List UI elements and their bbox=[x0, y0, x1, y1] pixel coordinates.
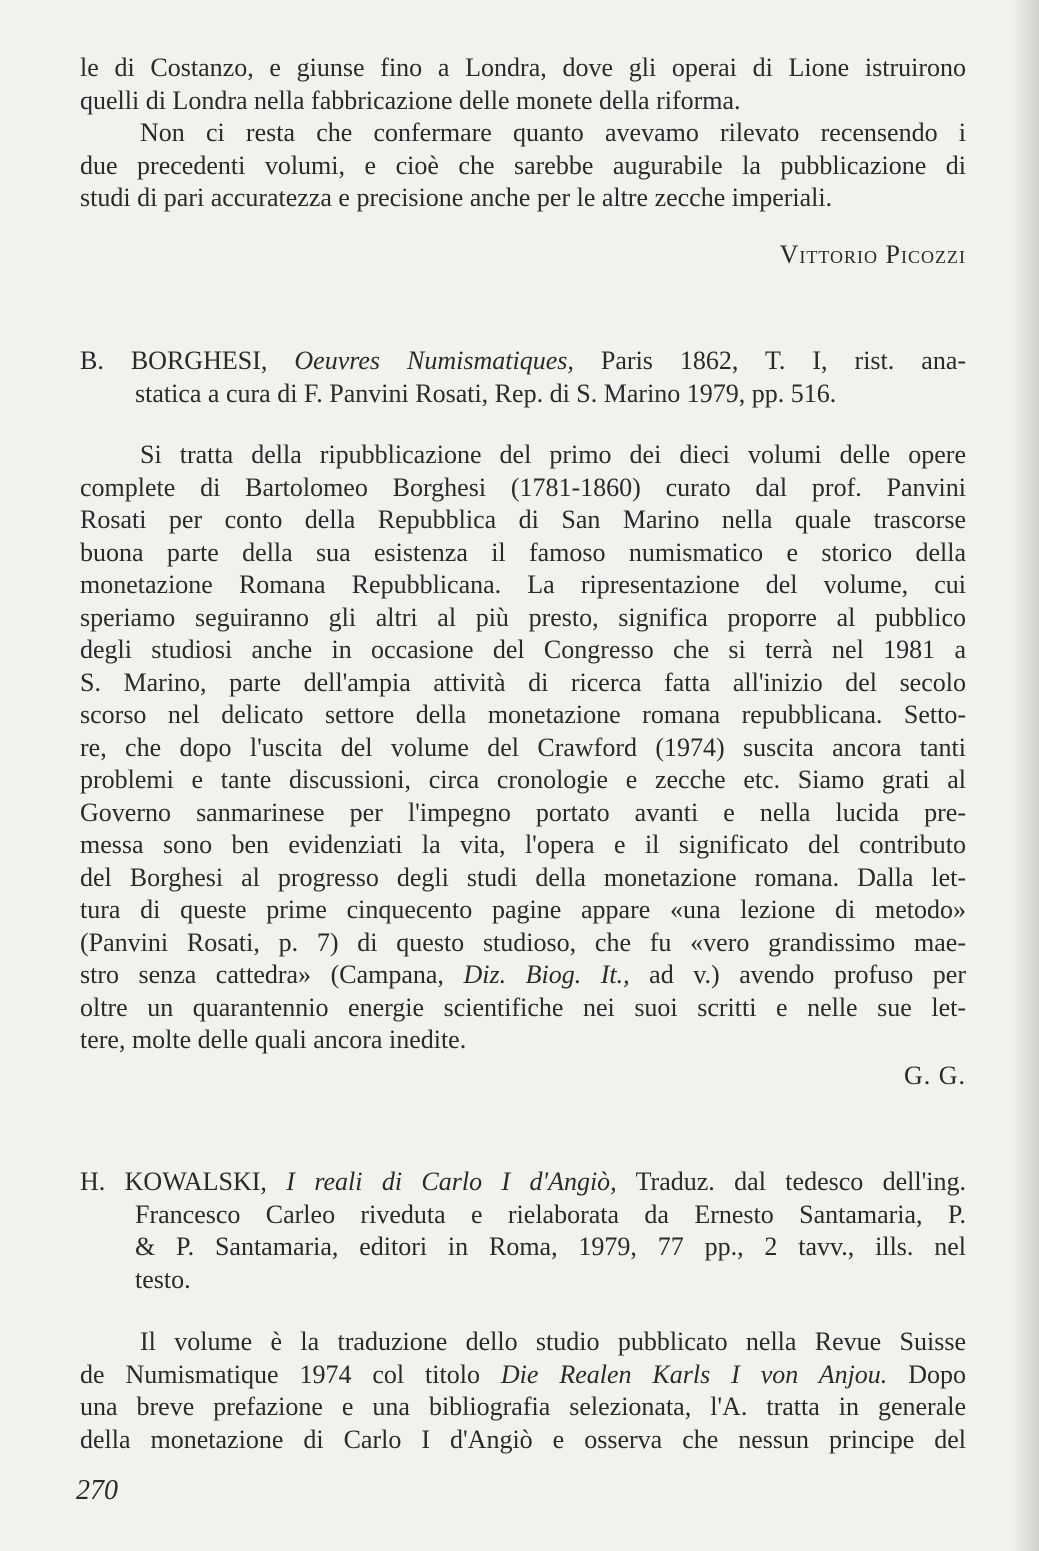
heading-line: statica a cura di F. Panvini Rosati, Rep. di S. Marino 1979, pp. 516. bbox=[135, 378, 837, 408]
review3-publication: Traduz. dal tedesco dell'ing. bbox=[635, 1167, 967, 1196]
text-line: Il volume è la traduzione dello studio pubblicato nella Revue Suisse bbox=[140, 1327, 966, 1356]
review2-title: Oeuvres Numismatiques, bbox=[294, 346, 574, 375]
page-edge-shadow bbox=[1011, 0, 1039, 1551]
text-line: degli studiosi anche in occasione del Congresso che si terrà nel 1981 a bbox=[80, 635, 966, 664]
citation-title: Diz. Biog. It., bbox=[463, 960, 630, 989]
review3-author: H. KOWALSKI, bbox=[80, 1167, 267, 1196]
review3-heading bbox=[80, 1166, 966, 1296]
review2-body bbox=[80, 439, 966, 1057]
review3-title: I reali di Carlo I d'Angiò, bbox=[286, 1167, 617, 1196]
text-line: Non ci resta che confermare quanto avevamo rilevato recensendo i bbox=[140, 118, 966, 147]
text-line: Si tratta della ripubblicazione del primo dei dieci volumi delle opere bbox=[140, 440, 966, 469]
text-line bbox=[80, 959, 966, 992]
review1-signature: Vittorio Picozzi bbox=[779, 239, 966, 269]
page-number: 270 bbox=[76, 1475, 118, 1506]
text-line: studi di pari accuratezza e precisione anche per le altre zecche imperiali. bbox=[80, 183, 833, 212]
review1-paragraph-1 bbox=[80, 52, 966, 117]
text-line: quelli di Londra nella fabbricazione delle monete della riforma. bbox=[80, 85, 741, 115]
text-line: Rosati per conto della Repubblica di San Marino nella quale trascorse bbox=[80, 505, 966, 534]
text-line: buona parte della sua esistenza il famoso numismatico e storico della bbox=[80, 537, 966, 567]
cited-title: Die Realen Karls I von Anjou. bbox=[500, 1359, 888, 1389]
text-line: tura di queste prime cinquecento pagine appare «una lezione di metodo» bbox=[80, 895, 966, 924]
text-line: una breve prefazione e una bibliografia selezionata, l'A. tratta in generale bbox=[80, 1392, 966, 1421]
text-line: monetazione Romana Repubblicana. La ripresentazione del volume, cui bbox=[80, 570, 966, 599]
review1-paragraph-2 bbox=[80, 117, 966, 215]
heading-line bbox=[80, 345, 966, 378]
heading-line: Francesco Carleo riveduta e rielaborata da Ernesto Santamaria, P. bbox=[135, 1199, 966, 1229]
review2-heading bbox=[80, 345, 966, 410]
review3-body bbox=[80, 1326, 966, 1456]
heading-line: testo. bbox=[135, 1264, 191, 1294]
review2-author: B. BORGHESI, bbox=[80, 346, 268, 375]
text-line: Governo sanmarinese per l'impegno portato avanti e nella lucida pre- bbox=[80, 797, 966, 827]
text-line: oltre un quarantennio energie scientifiche nei suoi scritti e nelle sue let- bbox=[80, 992, 966, 1022]
text-line: re, che dopo l'uscita del volume del Crawford (1974) suscita ancora tanti bbox=[80, 732, 966, 762]
page-body bbox=[80, 52, 966, 1456]
text-line: problemi e tante discussioni, circa cronologie e zecche etc. Siamo grati al bbox=[80, 765, 966, 794]
review2-signature: G. G. bbox=[903, 1060, 966, 1090]
review2-publication: Paris 1862, T. I, rist. ana- bbox=[600, 346, 967, 375]
text-line: S. Marino, parte dell'ampia attività di ricerca fatta all'inizio del secolo bbox=[80, 667, 966, 697]
text-line: due precedenti volumi, e cioè che sarebbe augurabile la pubblicazione di bbox=[80, 150, 966, 180]
text-segment: stro senza cattedra» (Campana, bbox=[80, 960, 444, 989]
text-line: (Panvini Rosati, p. 7) di questo studioso, che fu «vero grandissimo mae- bbox=[80, 927, 966, 957]
heading-line: & P. Santamaria, editori in Roma, 1979, 77 pp., 2 tavv., ills. nel bbox=[135, 1232, 966, 1261]
text-line: complete di Bartolomeo Borghesi (1781-1860) curato dal prof. Panvini bbox=[80, 472, 966, 502]
text-segment: de Numismatique 1974 col titolo bbox=[80, 1359, 480, 1389]
text-line: tere, molte delle quali ancora inedite. bbox=[80, 1025, 467, 1054]
text-line: scorso nel delicato settore della monetazione romana repubblicana. Setto- bbox=[80, 700, 966, 729]
text-line bbox=[80, 1359, 966, 1392]
text-line: le di Costanzo, e giunse fino a Londra, dove gli operai di Lione istruirono bbox=[80, 53, 966, 82]
text-line: della monetazione di Carlo I d'Angiò e osserva che nessun principe del bbox=[80, 1424, 966, 1454]
text-line: messa sono ben evidenziati la vita, l'opera e il significato del contributo bbox=[80, 830, 966, 859]
text-line: speriamo seguiranno gli altri al più presto, significa proporre al pubblico bbox=[80, 602, 966, 632]
text-segment: Dopo bbox=[908, 1359, 967, 1389]
text-segment: ad v.) avendo profuso per bbox=[649, 960, 967, 989]
text-line: del Borghesi al progresso degli studi della monetazione romana. Dalla let- bbox=[80, 862, 966, 892]
heading-line bbox=[80, 1166, 966, 1199]
